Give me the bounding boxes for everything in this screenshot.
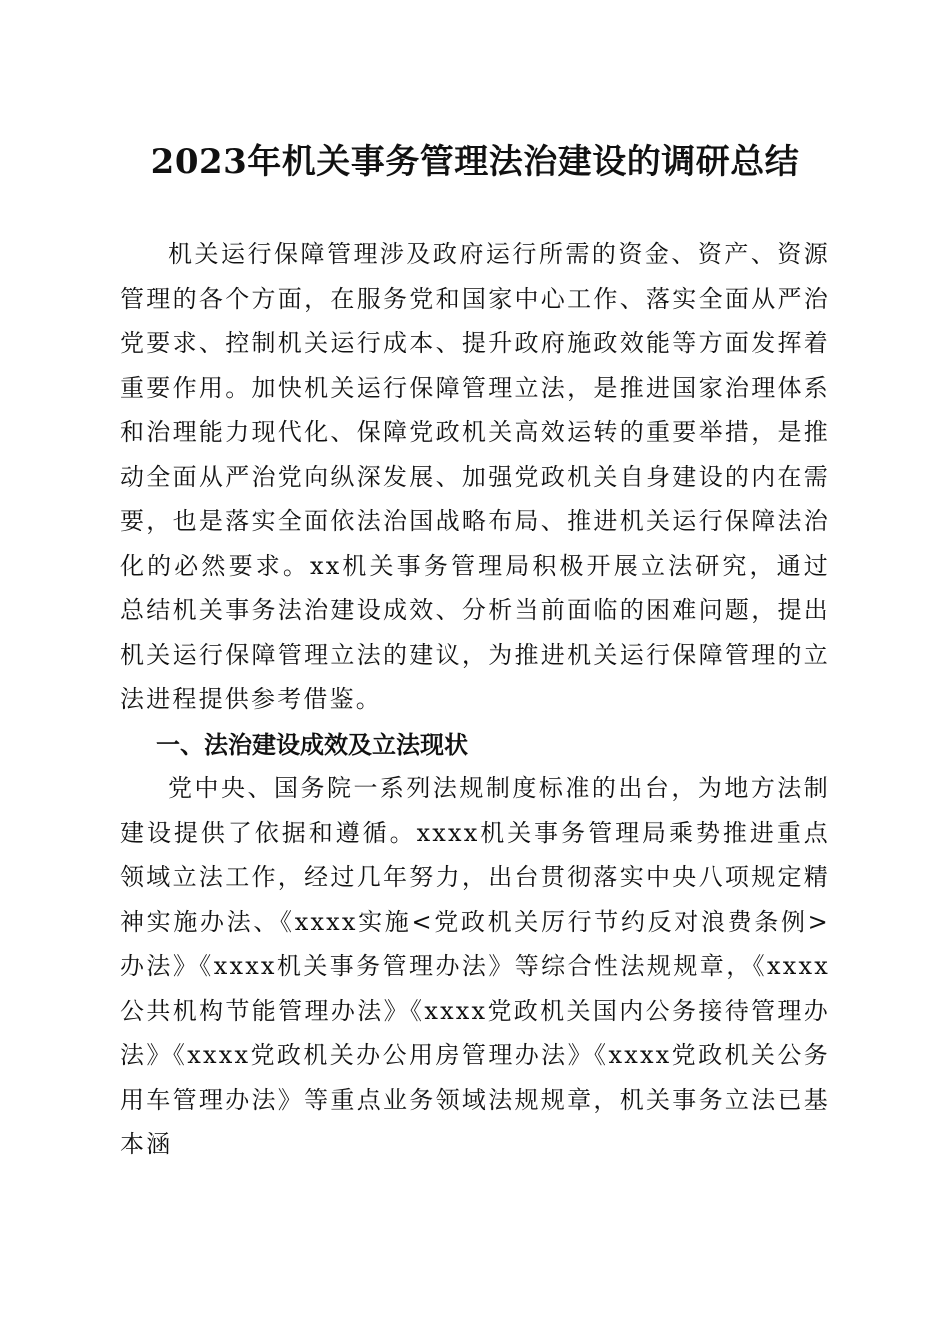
section-heading-1: 一、法治建设成效及立法现状 [156, 731, 468, 759]
paragraph-section-1: 党中央、国务院一系列法规制度标准的出台，为地方法制建设提供了依据和遵循。xxxx机关事务管理局乘势推进重点领域立法工作，经过几年努力，出台贯彻落实中央八项规定精神实施办法、《xxxx实施<党政机关厉行节约反对浪费条例>办法》《xxxx机关事务管理办法》等综合性法规规章，《xxxx公共机构节能管理办法》《xxxx党政机关国内公务接待管理办法》《xxxx党政机关办公用房管理办法》《xxxx党政机关公务用车管理办法》等重点业务领域法规规章，机关事务立法已基本涵 [120, 774, 830, 1158]
document-title: 2023年机关事务管理法治建设的调研总结 [150, 142, 800, 182]
paragraph-intro: 机关运行保障管理涉及政府运行所需的资金、资产、资源管理的各个方面，在服务党和国家中心工作、落实全面从严治党要求、控制机关运行成本、提升政府施政效能等方面发挥着重要作用。加快机关运行保障管理立法，是推进国家治理体系和治理能力现代化、保障党政机关高效运转的重要举措，是推动全面从严治党向纵深发展、加强党政机关自身建设的内在需要，也是落实全面依法治国战略布局、推进机关运行保障法治化的必然要求。xx机关事务管理局积极开展立法研究，通过总结机关事务法治建设成效、分析当前面临的困难问题，提出机关运行保障管理立法的建议，为推进机关运行保障管理的立法进程提供参考借鉴。 [120, 240, 830, 713]
